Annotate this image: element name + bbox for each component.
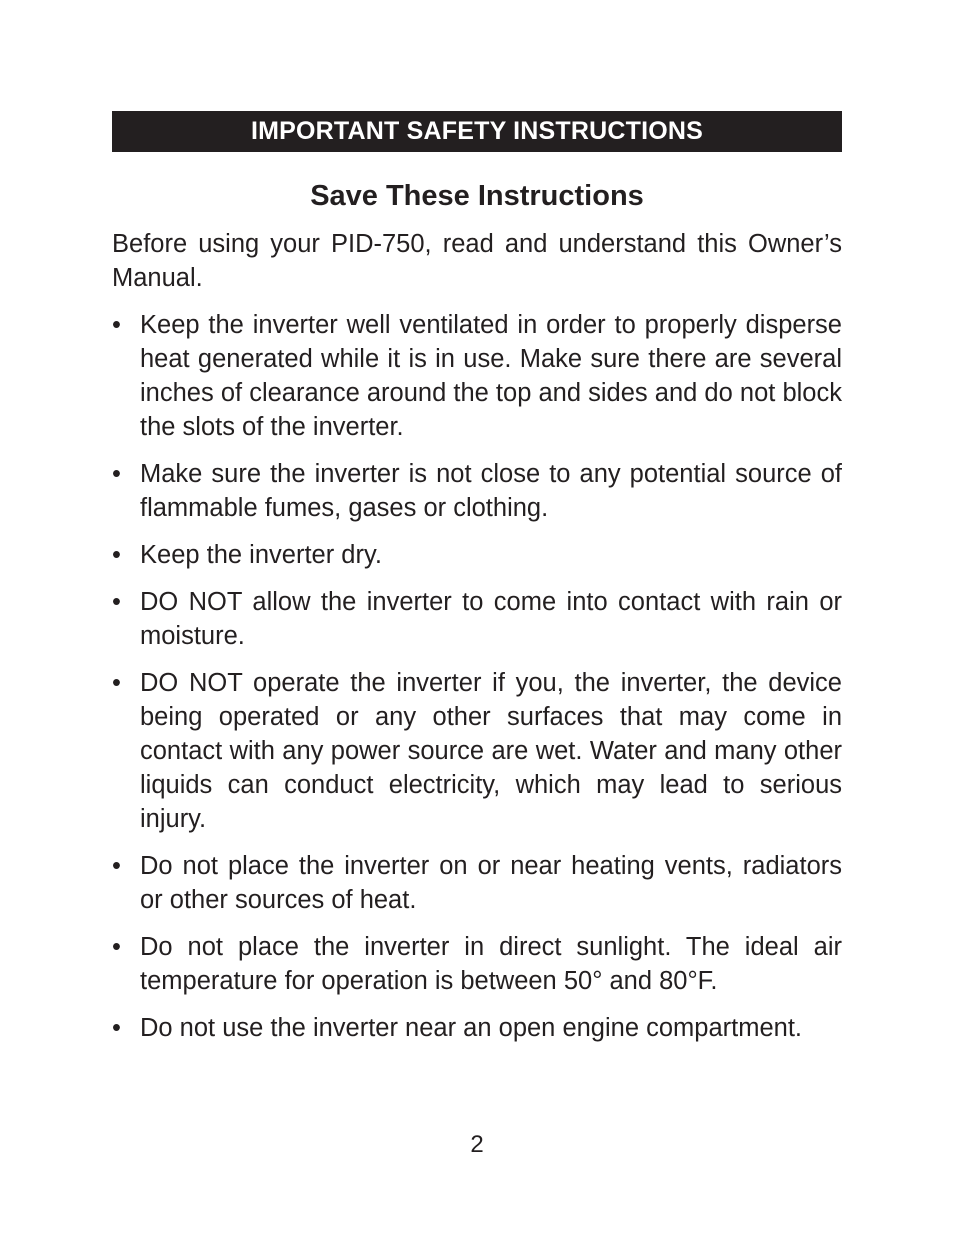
intro-paragraph: Before using your PID-750, read and understand this Owner’s Manual.: [112, 230, 842, 292]
bullet-item: [112, 308, 842, 444]
page-subtitle: Save These Instructions: [310, 180, 644, 212]
bullet-text: Keep the inverter dry.: [140, 541, 382, 569]
bullet-item: [112, 538, 842, 572]
bullet-item: [112, 1011, 842, 1045]
bullet-icon: •: [112, 541, 121, 569]
page-number: 2: [470, 1131, 484, 1158]
bullet-item: [112, 849, 842, 917]
section-banner: IMPORTANT SAFETY INSTRUCTIONS: [112, 111, 842, 152]
bullet-text: Do not place the inverter in direct sunlight. The ideal air temperature for operation is between 50° and 80°F.: [140, 933, 842, 995]
safety-bullet-list: [112, 308, 842, 1045]
bullet-item: [112, 457, 842, 525]
bullet-item: [112, 666, 842, 836]
bullet-icon: •: [112, 669, 121, 697]
bullet-icon: •: [112, 852, 121, 880]
bullet-text: Do not use the inverter near an open engine compartment.: [140, 1014, 802, 1042]
bullet-icon: •: [112, 1014, 121, 1042]
bullet-icon: •: [112, 933, 121, 961]
bullet-text: Do not place the inverter on or near heating vents, radiators or other sources of heat.: [140, 852, 842, 914]
bullet-icon: •: [112, 460, 121, 488]
manual-page: [112, 111, 842, 1058]
bullet-text: DO NOT operate the inverter if you, the inverter, the device being operated or any other surfaces that may come in contact with any power source are wet. Water and many other liquids can conduct electricity, which may lead to serious injury.: [140, 669, 842, 833]
bullet-text: Make sure the inverter is not close to any potential source of flammable fumes, gases or clothing.: [140, 460, 842, 522]
bullet-item: [112, 585, 842, 653]
bullet-icon: •: [112, 588, 121, 616]
bullet-text: DO NOT allow the inverter to come into contact with rain or moisture.: [140, 588, 842, 650]
bullet-text: Keep the inverter well ventilated in order to properly disperse heat generated while it is in use. Make sure there are several inches of clearance around the top and sides and do not block the slots of the inverter.: [140, 311, 842, 441]
bullet-icon: •: [112, 311, 121, 339]
bullet-item: [112, 930, 842, 998]
